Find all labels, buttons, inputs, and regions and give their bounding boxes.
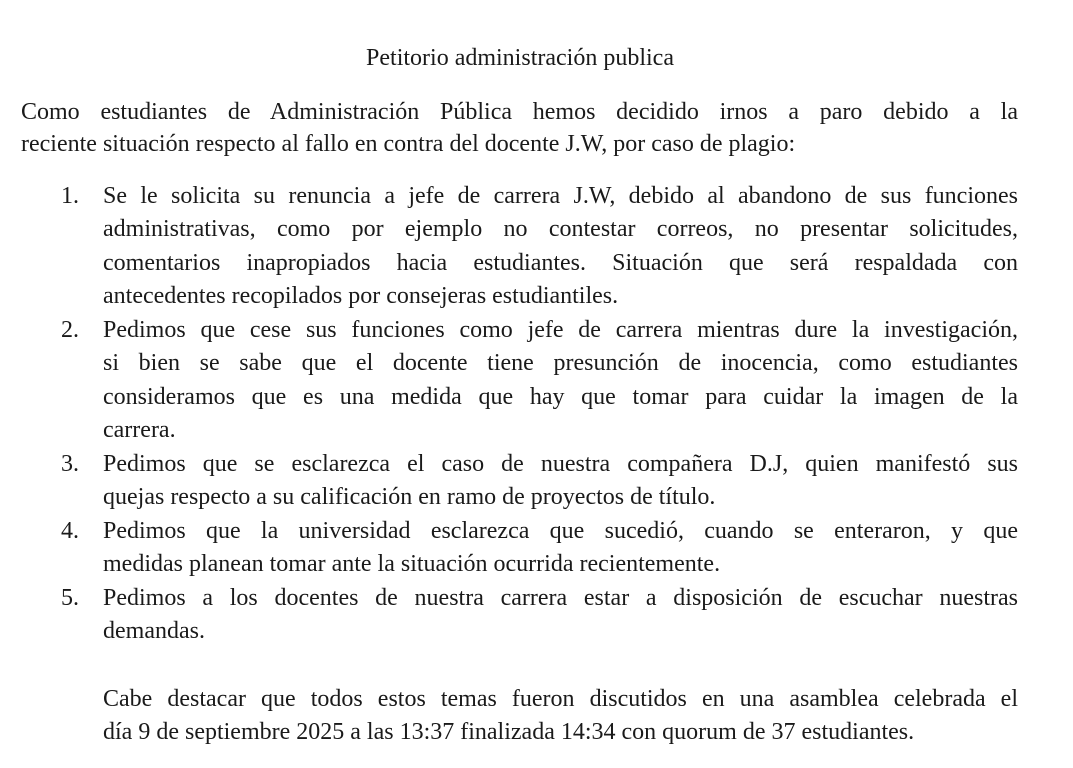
item-line: quejas respecto a su calificación en ramo de proyectos de título. (103, 484, 716, 510)
item-line: Se le solicita su renuncia a jefe de carrera J.W, debido al abandono de sus funciones (103, 183, 1018, 209)
item-number: 1. (61, 183, 79, 209)
item-line: carrera. (103, 417, 176, 443)
item-line: Pedimos que cese sus funciones como jefe de carrera mientras dure la investigación, (103, 317, 1018, 343)
closing-line: Cabe destacar que todos estos temas fueron discutidos en una asamblea celebrada el (103, 686, 1018, 712)
item-line: Pedimos a los docentes de nuestra carrera estar a disposición de escuchar nuestras (103, 585, 1018, 611)
item-line: comentarios inapropiados hacia estudiantes. Situación que será respaldada con (103, 250, 1018, 276)
item-number: 5. (61, 585, 79, 611)
item-line: antecedentes recopilados por consejeras estudiantiles. (103, 283, 619, 309)
item-line: medidas planean tomar ante la situación ocurrida recientemente. (103, 551, 721, 577)
item-line: Pedimos que la universidad esclarezca que sucedió, cuando se enteraron, y que (103, 518, 1018, 544)
item-line: si bien se sabe que el docente tiene presunción de inocencia, como estudiantes (103, 350, 1018, 376)
item-line: consideramos que es una medida que hay que tomar para cuidar la imagen de la (103, 384, 1018, 410)
item-line: administrativas, como por ejemplo no contestar correos, no presentar solicitudes, (103, 216, 1018, 242)
intro-line: Como estudiantes de Administración Pública hemos decidido irnos a paro debido a la (21, 99, 1018, 125)
document-title: Petitorio administración publica (366, 45, 674, 71)
item-number: 2. (61, 317, 79, 343)
item-number: 4. (61, 518, 79, 544)
closing-line: día 9 de septiembre 2025 a las 13:37 finalizada 14:34 con quorum de 37 estudiantes. (103, 719, 915, 745)
intro-line: reciente situación respecto al fallo en contra del docente J.W, por caso de plagio: (21, 131, 796, 157)
item-number: 3. (61, 451, 79, 477)
item-line: demandas. (103, 618, 205, 644)
item-line: Pedimos que se esclarezca el caso de nuestra compañera D.J, quien manifestó sus (103, 451, 1018, 477)
